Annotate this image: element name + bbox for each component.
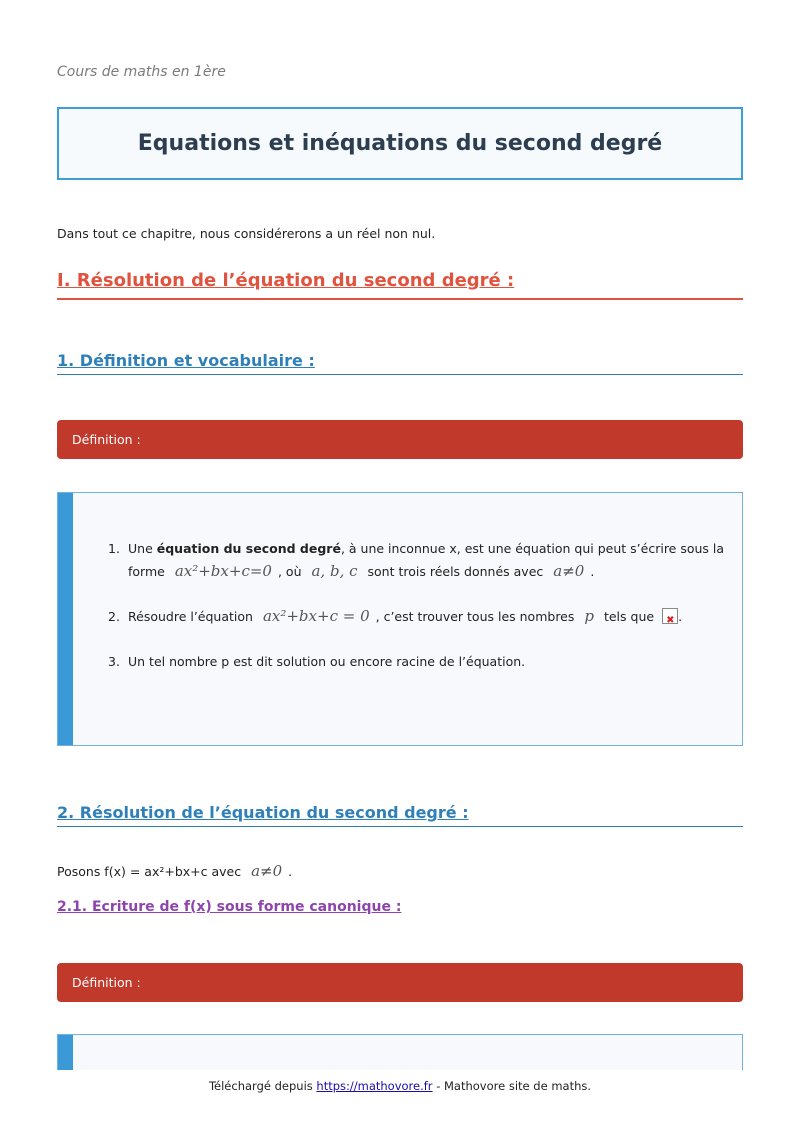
definition-label: Définition : bbox=[72, 975, 141, 990]
broken-image-icon bbox=[662, 608, 678, 624]
math-expression: ax²+bx+c = 0 bbox=[262, 607, 370, 625]
posons-paragraph: Posons f(x) = ax²+bx+c avec a≠0 . bbox=[57, 862, 293, 880]
definition-accent bbox=[58, 493, 73, 745]
definition-bar-2 bbox=[57, 963, 743, 1002]
footer-link[interactable]: https://mathovore.fr bbox=[316, 1079, 433, 1093]
subsection-heading-1: 1. Définition et vocabulaire : bbox=[57, 351, 743, 375]
course-label: Cours de maths en 1ère bbox=[57, 64, 226, 80]
footer: Téléchargé depuis https://mathovore.fr - Mathovore site de maths. bbox=[208, 1079, 592, 1093]
term-bold: équation du second degré bbox=[156, 541, 341, 556]
definition-body-2 bbox=[57, 1034, 743, 1070]
definition-accent bbox=[58, 1035, 73, 1070]
subsection-heading-2: 2. Résolution de l’équation du second degré : bbox=[57, 803, 743, 827]
subsubsection-heading: 2.1. Ecriture de f(x) sous forme canonique : bbox=[57, 899, 402, 915]
section-heading-1: I. Résolution de l’équation du second degré : bbox=[57, 270, 743, 300]
math-expression: a, b, c bbox=[311, 562, 358, 580]
definition-body-1: 1. Une équation du second degré, à une inconnue x, est une équation qui peut s’écrire sous la forme ax²+bx+c=0 , où a, b, c sont trois réels donnés avec a≠0 . 2. Résoudre l’équation ax²+bx+c = 0 , c’est trouver tous les nombres p tels que ✖ . 3. Un tel nombre p est dit solution ou encore racine de l’équation. bbox=[57, 492, 743, 746]
page-title: Equations et inéquations du second degré bbox=[137, 131, 663, 156]
math-expression: a≠0 bbox=[553, 562, 585, 580]
definition-bar-1 bbox=[57, 420, 743, 459]
intro-paragraph: Dans tout ce chapitre, nous considérerons a un réel non nul. bbox=[57, 226, 436, 241]
math-expression: p bbox=[584, 607, 594, 625]
page-content bbox=[57, 0, 743, 1070]
math-expression: ax²+bx+c=0 bbox=[174, 562, 272, 580]
title-box bbox=[57, 107, 743, 180]
math-expression: a≠0 bbox=[251, 862, 283, 880]
definition-label: Définition : bbox=[72, 432, 141, 447]
